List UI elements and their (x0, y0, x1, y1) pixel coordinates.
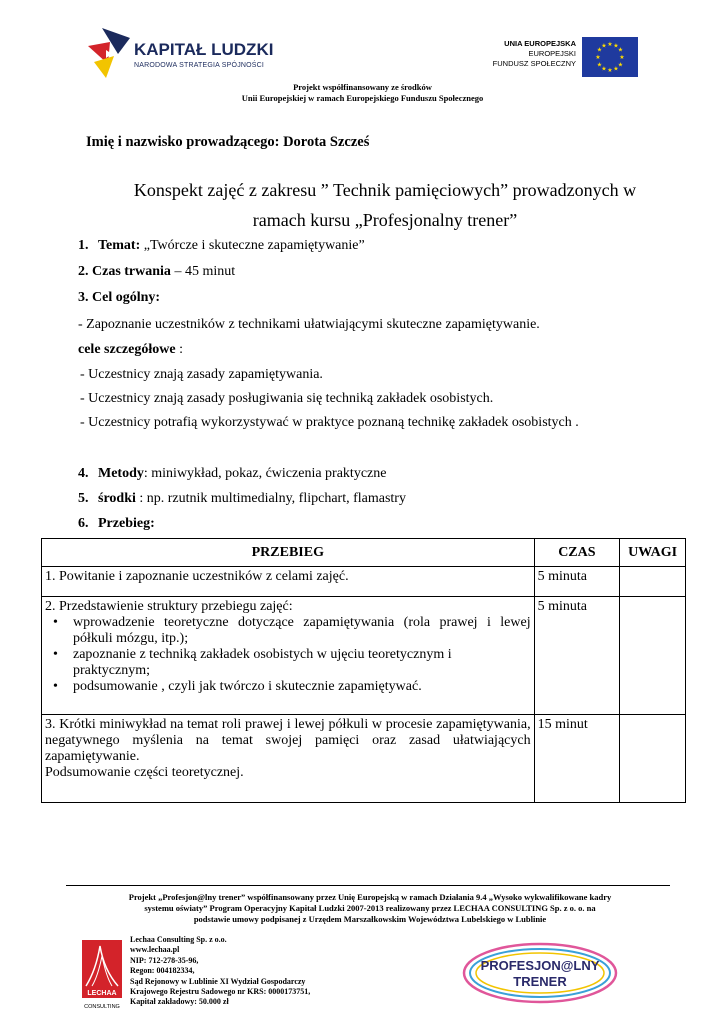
eu-line-2: EUROPEJSKI (528, 49, 576, 58)
lechaa-logo-subtext: CONSULTING (84, 1004, 120, 1010)
row-2-time: 5 minuta (534, 597, 620, 715)
company-info-line: NIP: 712-278-35-96, (130, 955, 199, 965)
profesjonalny-trener-logo (460, 940, 620, 1006)
general-goal-text: - Zapoznanie uczestników z technikami ułatwiającymi skuteczne zapamiętywanie. (78, 317, 540, 332)
footer-line-2: systemu oświaty” Program Operacyjny Kapitał Ludzki 2007-2013 realizowany przez LECHAA CONSULTING Sp. z o. o. na (144, 903, 596, 913)
column-header-uwagi: UWAGI (620, 539, 686, 567)
column-header-czas: CZAS (534, 539, 620, 567)
row-2-notes (620, 597, 686, 715)
item-number: 1. (78, 238, 89, 253)
company-info (130, 935, 310, 1008)
lechaa-logo-text: LECHAA (87, 990, 117, 997)
svg-text:★: ★ (596, 61, 603, 69)
svg-text:★: ★ (619, 54, 625, 61)
outline-item-duration (78, 264, 235, 280)
row-3-text: 3. Krótki miniwykład na temat roli prawej i lewej półkuli w procesie zapamiętywania, negatywnego myślenia na temat swojej pamięci oraz zasad ułatwiających zapamiętywanie. (45, 717, 531, 764)
specific-goal-item: - Uczestnicy znają zasady zapamiętywania. (80, 367, 323, 382)
instructor-name: Imię i nazwisko prowadzącego: Dorota Szcześ (86, 134, 370, 150)
document-heading (100, 175, 670, 235)
row-1-activity: 1. Powitanie i zapoznanie uczestników z celami zajęć. (42, 567, 535, 597)
specific-goals-suffix: : (175, 342, 183, 357)
footer-divider (66, 885, 670, 886)
eu-logo-text (482, 39, 576, 69)
cofinancing-note (0, 82, 725, 104)
svg-text:★: ★ (617, 61, 624, 69)
outline-item-resources (78, 491, 406, 507)
kapital-ludzki-logo (88, 28, 288, 82)
row-2-activity (42, 597, 535, 715)
eu-line-1: UNIA EUROPEJSKA (504, 39, 576, 48)
heading-line-2: ramach kursu „Profesjonalny trener” (252, 210, 518, 230)
company-info-line: Sąd Rejonowy w Lublinie XI Wydział Gospodarczy (130, 976, 306, 986)
specific-goals-heading (78, 342, 183, 358)
row-3-activity (42, 715, 535, 803)
item-number: 6. (78, 516, 89, 531)
item-number: 5. (78, 491, 89, 506)
topic-label: Temat: (98, 238, 141, 253)
heading-line-1: Konspekt zajęć z zakresu ” Technik pamięciowych” prowadzonych w (133, 180, 637, 200)
item-number: 4. (78, 466, 89, 481)
footer-line-3: podstawie umowy podpisanej z Urzędem Marszałkowskim Województwa Lubelskiego w Lublinie (193, 914, 547, 924)
kapital-ludzki-title: KAPITAŁ LUDZKI (134, 40, 274, 59)
row-3-summary: Podsumowanie części teoretycznej. (45, 765, 244, 780)
list-item: • zapoznanie z techniką zakładek osobistych w ujęciu teoretycznym i praktycznym; (73, 647, 493, 679)
table-row (42, 567, 686, 597)
cofinancing-line-1: Projekt współfinansowany ze środków (293, 82, 432, 92)
svg-text:★: ★ (595, 54, 601, 61)
svg-text:★: ★ (601, 65, 607, 73)
svg-text:★: ★ (613, 42, 619, 50)
svg-text:★: ★ (596, 46, 603, 54)
lesson-plan-table (41, 538, 686, 803)
svg-text:★: ★ (613, 65, 619, 73)
row-3-notes (620, 715, 686, 803)
outline-item-general-goal: 3. Cel ogólny: (78, 290, 161, 305)
specific-goal-item: - Uczestnicy potrafią wykorzystywać w praktyce poznaną technikę zakładek osobistych . (80, 415, 579, 430)
row-3-time: 15 minut (534, 715, 620, 803)
course-label: Przebieg: (98, 516, 155, 531)
outline-item-course (78, 516, 155, 532)
list-item: • wprowadzenie teoretyczne dotyczące zapamiętywania (rola prawej i lewej półkuli mózgu, itp.); (73, 615, 531, 647)
duration-label: 2. Czas trwania (78, 264, 171, 279)
eu-logo (482, 37, 638, 87)
row-2-bullet-list (45, 615, 531, 695)
outline-item-methods (78, 466, 386, 482)
row-1-notes (620, 567, 686, 597)
specific-goal-item: - Uczestnicy znają zasady posługiwania się techniką zakładek osobistych. (80, 391, 494, 406)
svg-text:★: ★ (607, 67, 613, 74)
pt-logo-line-1: PROFESJON@LNY (480, 958, 600, 973)
footer-line-1: Projekt „Profesjon@lny trener” współfinansowany przez Unię Europejską w ramach Działania 9.4 „Wysoko wykwalifikowane kadry (128, 892, 612, 902)
company-info-line: Lechaa Consulting Sp. z o.o. (130, 935, 227, 944)
column-header-przebieg: PRZEBIEG (42, 539, 535, 567)
lechaa-logo (78, 940, 126, 1014)
kapital-ludzki-emblem-icon (88, 28, 130, 78)
company-info-line: Krajowego Rejestru Sadowego nr KRS: 0000173751, (130, 987, 311, 997)
methods-value: : miniwykład, pokaz, ćwiczenia praktyczne (143, 466, 387, 481)
cofinancing-line-2: Unii Europejskiej w ramach Europejskiego Funduszu Społecznego (241, 93, 484, 103)
resources-label: środki (98, 491, 136, 506)
table-row (42, 715, 686, 803)
svg-text:★: ★ (601, 42, 607, 50)
eu-flag-icon (582, 37, 638, 77)
outline-item-topic (78, 238, 365, 254)
kapital-ludzki-subtitle: NARODOWA STRATEGIA SPÓJNOŚCI (134, 62, 265, 69)
company-info-line: Kapitał zakładowy: 50.000 zł (130, 997, 229, 1007)
topic-value: „Twórcze i skuteczne zapamiętywanie” (140, 238, 365, 253)
table-header-row (42, 539, 686, 567)
row-2-title: 2. Przedstawienie struktury przebiegu zajęć: (45, 599, 293, 614)
eu-line-3: FUNDUSZ SPOŁECZNY (492, 59, 576, 68)
footer-project-note (80, 892, 660, 925)
duration-value: – 45 minut (170, 264, 236, 279)
company-info-line: Regon: 004182334, (130, 966, 195, 976)
list-item: • podsumowanie , czyli jak twórczo i skutecznie zapamiętywać. (73, 679, 531, 695)
pt-logo-line-2: TRENER (513, 974, 567, 989)
svg-text:★: ★ (607, 41, 613, 48)
resources-value: : np. rzutnik multimedialny, flipchart, flamastry (135, 491, 406, 506)
table-row (42, 597, 686, 715)
svg-text:★: ★ (617, 46, 624, 54)
methods-label: Metody (98, 466, 144, 481)
row-1-time: 5 minuta (534, 567, 620, 597)
specific-goals-label: cele szczegółowe (78, 342, 176, 357)
company-info-line: www.lechaa.pl (130, 945, 180, 955)
